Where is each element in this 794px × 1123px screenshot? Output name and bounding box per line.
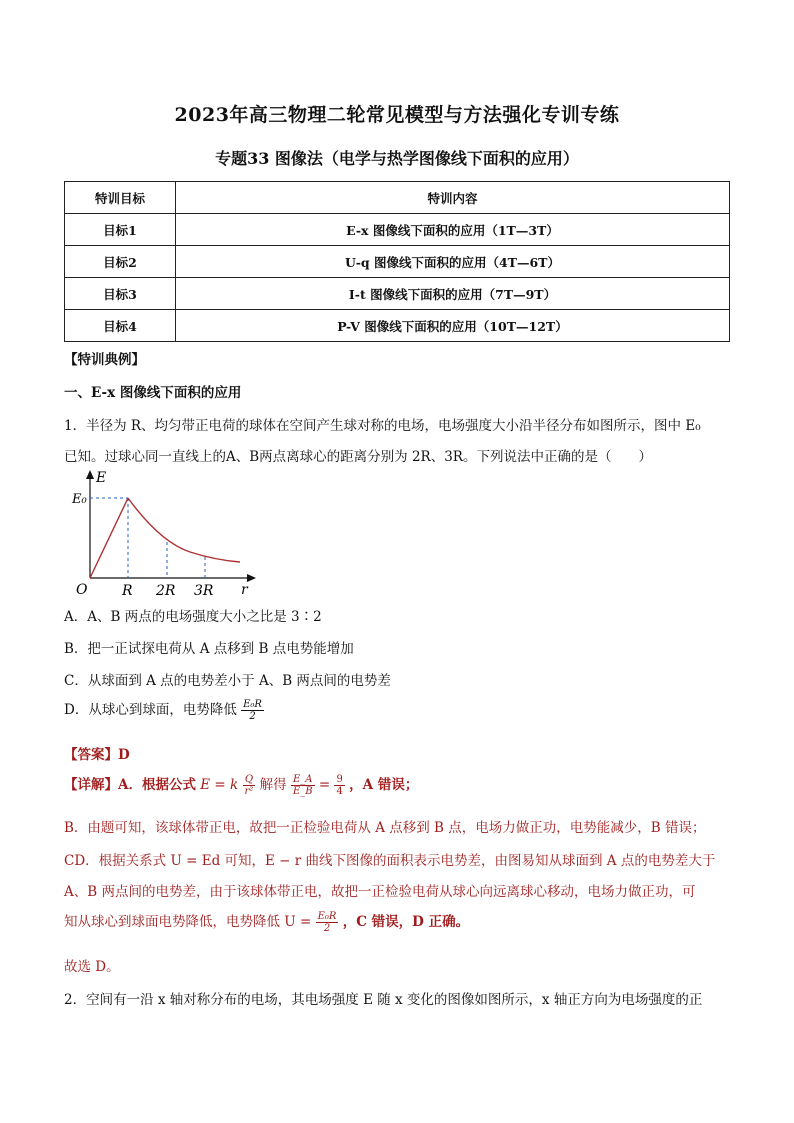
detail-nine-quarters xyxy=(334,774,344,797)
option-b: B．把一正试探电荷从 A 点移到 B 点电势能增加 xyxy=(64,641,354,657)
section-examples-heading: 【特训典例】 xyxy=(64,352,145,368)
fraction-numerator: 9 xyxy=(336,774,343,785)
graph-linear-segment xyxy=(90,498,128,578)
table-cell: I-t 图像线下面积的应用（7T—9T） xyxy=(176,278,730,310)
detail-q-over-r2 xyxy=(243,774,256,797)
table-cell: P-V 图像线下面积的应用（10T—12T） xyxy=(176,310,730,342)
table-cell: 目标1 xyxy=(65,214,176,246)
detail-ea-over-eb xyxy=(291,774,315,797)
fraction-numerator: E₀R xyxy=(317,911,337,922)
table-cell: 目标2 xyxy=(65,246,176,278)
fraction-denominator: E_B xyxy=(292,786,313,797)
fraction-denominator: 4 xyxy=(336,786,343,797)
fraction-numerator: Q xyxy=(243,774,256,786)
graph-y-tick-e0: E₀ xyxy=(72,492,87,507)
detail-solve: 解得 xyxy=(259,777,287,793)
detail-head: 【详解】A．根据公式 xyxy=(64,777,196,793)
document-subtitle: 专题33 图像法（电学与热学图像线下面积的应用） xyxy=(215,149,579,168)
conclusion-line: 故选 D。 xyxy=(64,959,120,975)
table-row xyxy=(65,310,730,342)
table-row xyxy=(65,214,730,246)
fraction-numerator: E_A xyxy=(291,774,315,786)
graph-x-axis-label: r xyxy=(241,582,248,598)
table-header-row xyxy=(65,182,730,214)
graph-origin-label: O xyxy=(76,582,88,598)
graph-x-tick: R xyxy=(122,583,133,599)
graph-decay-curve xyxy=(128,498,240,562)
option-d-fraction xyxy=(241,699,264,722)
detail-a-conclusion: ，A 错误； xyxy=(349,777,419,793)
detail-line-a xyxy=(64,773,418,797)
detail-formula: E = k xyxy=(200,777,239,793)
graph-y-axis-label: E xyxy=(96,470,107,486)
graph-y-arrow-icon xyxy=(86,470,94,479)
fraction-numerator: E₀R xyxy=(243,699,262,710)
detail-cd3-tail: ，C 错误，D 正确。 xyxy=(342,914,470,930)
question-2-stem-line1: 2．空间有一沿 x 轴对称分布的电场，其电场强度 E 随 x 变化的图像如图所示，x 轴正方向为电场强度的正 xyxy=(64,992,703,1008)
table-header-cell: 特训目标 xyxy=(65,182,176,214)
table-row xyxy=(65,278,730,310)
section-part1-heading: 一、E-x 图像线下面积的应用 xyxy=(64,385,242,401)
table-cell: 目标3 xyxy=(65,278,176,310)
answer-line: 【答案】D xyxy=(64,747,130,763)
e-r-graph xyxy=(70,470,260,600)
question-1-stem-line1: 1．半径为 R、均匀带正电荷的球体在空间产生球对称的电场，电场强度大小沿半径分布如图所示，图中 E₀ xyxy=(64,418,701,434)
table-header-cell: 特训内容 xyxy=(176,182,730,214)
detail-line-cd3 xyxy=(64,910,469,934)
table-row xyxy=(65,246,730,278)
detail-equals: = xyxy=(318,777,331,793)
training-goals-table xyxy=(64,181,730,342)
fraction-denominator: r² xyxy=(244,786,254,797)
option-c: C．从球面到 A 点的电势差小于 A、B 两点间的电势差 xyxy=(64,673,391,689)
option-a: A．A、B 两点的电场强度大小之比是 3∶2 xyxy=(64,609,322,625)
option-d-text: D．从球心到球面，电势降低 xyxy=(64,702,237,718)
fraction-denominator: 2 xyxy=(323,923,331,934)
detail-line-cd1: CD．根据关系式 U = Ed 可知，E − r 曲线下图像的面积表示电势差，由图易知从球面到 A 点的电势差大于 xyxy=(64,853,716,869)
detail-cd3-fraction xyxy=(316,911,339,934)
question-1-stem-line2: 已知。过球心同一直线上的A、B两点离球心的距离分别为 2R、3R。下列说法中正确的是（ ） xyxy=(64,449,652,465)
detail-line-cd2: A、B 两点间的电势差，由于该球体带正电，故把一正检验电荷从球心向远离球心移动，电场力做正功，可 xyxy=(64,884,696,900)
option-d xyxy=(64,698,264,722)
fraction-denominator: 2 xyxy=(249,711,256,722)
graph-x-arrow-icon xyxy=(247,574,256,582)
detail-line-b: B．由题可知，该球体带正电，故把一正检验电荷从 A 点移到 B 点，电场力做正功，电势能减少，B 错误； xyxy=(64,820,706,836)
table-cell: E-x 图像线下面积的应用（1T—3T） xyxy=(176,214,730,246)
table-cell: 目标4 xyxy=(65,310,176,342)
graph-x-tick: 2R xyxy=(156,583,176,599)
document-title: 2023年高三物理二轮常见模型与方法强化专训专练 xyxy=(174,104,620,126)
graph-x-tick: 3R xyxy=(194,583,214,599)
detail-cd3-text: 知从球心到球面电势降低，电势降低 U = xyxy=(64,914,312,930)
table-cell: U-q 图像线下面积的应用（4T—6T） xyxy=(176,246,730,278)
